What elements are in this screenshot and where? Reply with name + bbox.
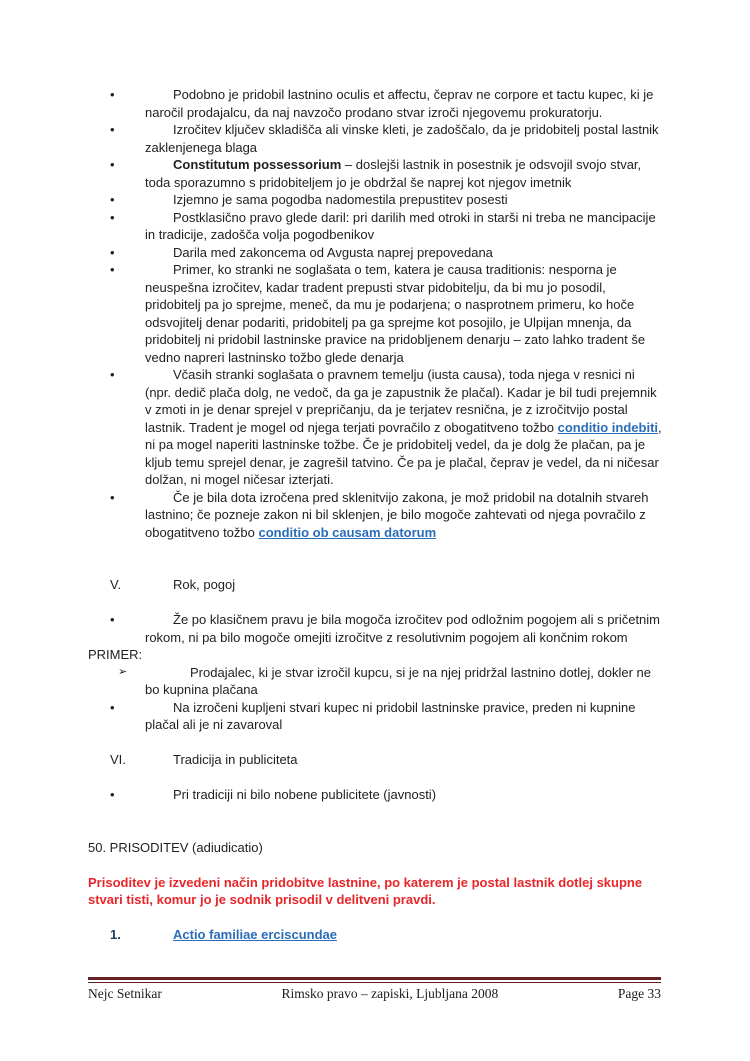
text-run: Že po klasičnem pravu je bila mogoča izročitev pod odložnim pogojem ali s pričetnim rokom, ni pa bilo mogoče omejiti izročitve z resolutivnim pogojem ali končnim rokom [145,612,661,645]
text-run: Prodajalec, ki je stvar izročil kupcu, si je na njej pridržal lastnino dotlej, dokler ne bo kupnina plačana [145,664,651,697]
list-number: V. [110,577,122,592]
bullet-list-item [110,121,662,156]
bullet-marker-icon: • [110,87,115,102]
hyperlink[interactable]: conditio indebiti [557,419,659,435]
bullet-list-item [110,244,662,262]
bullet-list-item [110,366,662,489]
bullet-marker-icon: • [110,489,115,505]
bullet-marker-icon: • [110,262,115,277]
bullet-marker-icon: • [110,209,115,225]
bullet-marker-icon: • [110,787,115,802]
bullet-marker-icon: • [110,244,115,260]
spacer [88,804,662,822]
text-run: PRIMER: [88,647,143,662]
footer-row [88,985,661,1003]
text-run: – doslejši lastnik in posestnik je odsvojil svojo stvar, toda sporazumno s pridobiteljem jo je obdržal še naprej kot njegov imetnik [145,157,642,190]
roman-numeral-heading [110,576,662,594]
arrow-marker-icon: ➢ [118,665,128,678]
spacer [88,594,662,612]
text-run: , ni pa mogel naperiti lastninske tožbe. Če je pridobitelj vedel, da je dolg že plačan, pa je kljub temu sprejel denar, je zagrešil tatvino. Če pa je plačal, čeprav je vedel, da ni ničesar dolžan, ni mogel ničesar izterjati. [145,419,662,487]
bullet-list-item [110,191,662,209]
text-run: Če je bila dota izročena pred sklenitvijo zakona, je mož pridobil na dotalnih stvareh lastnino; če pozneje zakon ni bil sklenjen, je bilo mogoče zahtevati od njega povračilo z obogatitveno tožbo [145,489,649,540]
text-run: Na izročeni kupljeni stvari kupec ni pridobil lastninske pravice, preden ni kupnine plačal ali je ni zavaroval [145,699,636,732]
hyperlink[interactable]: conditio ob causam datorum [258,524,437,540]
spacer [88,769,662,787]
text-run: Rok, pogoj [173,577,236,592]
bullet-marker-icon: • [110,367,115,382]
footer-document-title: Rimsko pravo – zapiski, Ljubljana 2008 [281,986,499,1001]
bullet-marker-icon: • [110,612,115,627]
spacer [88,559,662,577]
text-run: Izročitev ključev skladišča ali vinske kleti, je zadoščalo, da je pridobitelj postal lastnik zaklenjenega blaga [145,122,659,155]
text-run: Postklasično pravo glede daril: pri darilih med otroki in starši ni treba ne mancipacije in tradicije, zadošča volja pogodbenikov [145,209,656,242]
bullet-list-item [110,611,662,646]
numbered-heading [110,926,662,944]
arrow-list-item [118,664,662,699]
text-run: Prisoditev je izvedeni način pridobitve lastnine, po katerem je postal lastnik dotlej skupne stvari tisti, komur jo je sodnik prisodil v delitveni pravdi. [88,874,643,907]
text-run: Pri tradiciji ni bilo nobene publicitete (javnosti) [173,787,437,802]
list-number: VI. [110,752,126,767]
text-run: Primer, ko stranki ne soglašata o tem, katera je causa traditionis: nesporna je neuspešna izročitev, kadar tradent prepusti stvar pidobitelju, da bi mu jo posodil, pridobitelj pa jo sprejme, meneč, da mu je podarjena; o nasprotnem primeru, ko hoče odsvojitelj denar podariti, pridobitelj pa ga sprejme kot posojilo, je Ulpijan mnenja, da pridobitelj ni pridobil lastninske pravice na pridobljenem denarju – zato lahko tradent še vedno napreri lastninsko tožbo glede denarja [145,262,646,365]
footer-page-number: Page 33 [617,986,661,1001]
spacer [88,734,662,752]
text-run: Včasih stranki soglašata o pravnem temelju (iusta causa), toda njega v resnici ni (npr. dedič plača dolg, ne vedoč, da ga je zapustnik že plačal). Kadar je bil tudi prejemnik v zmoti in je denar sprejel v prepričanju, da je terjatev resnična, je z izročitvijo postal lastnik. Tradent je mogel od njega terjati povračilo z obogatitveno tožbo [145,367,657,435]
bullet-list-item [110,699,662,734]
bullet-list-item [110,209,662,244]
bullet-list-item [110,489,662,542]
section-heading [88,839,662,857]
document-content [88,86,662,944]
bullet-marker-icon: • [110,192,115,207]
bullet-marker-icon: • [110,157,115,172]
spacer [88,856,662,874]
text-run: Darila med zakoncema od Avgusta naprej prepovedana [173,244,493,260]
page-footer [88,977,661,1003]
roman-numeral-heading [110,751,662,769]
bullet-marker-icon: • [110,122,115,137]
text-run: Izjemno je sama pogodba nadomestila prepustitev posesti [173,192,508,207]
label-paragraph [88,646,662,664]
footer-author: Nejc Setnikar [88,986,162,1001]
text-run: Tradicija in publiciteta [173,752,298,767]
bullet-list-item [110,261,662,366]
bullet-marker-icon: • [110,699,115,715]
text-run: 50. PRISODITEV (adiudicatio) [88,839,263,855]
spacer [88,541,662,559]
hyperlink[interactable]: Actio familiae erciscundae [173,927,338,942]
spacer [88,821,662,839]
bold-text-run: Constitutum possessorium [173,157,342,172]
bullet-list-item [110,786,662,804]
definition-paragraph [88,874,662,909]
bullet-list-item [110,86,662,121]
bullet-list-item [110,156,662,191]
list-number: 1. [110,927,121,942]
footer-divider [88,977,661,983]
text-run: Podobno je pridobil lastnino oculis et affectu, čeprav ne corpore et tactu kupec, ki je naročil prodajalcu, da naj navzočo prodano stvar izroči njegovemu prokuratorju. [145,87,654,120]
spacer [88,909,662,927]
